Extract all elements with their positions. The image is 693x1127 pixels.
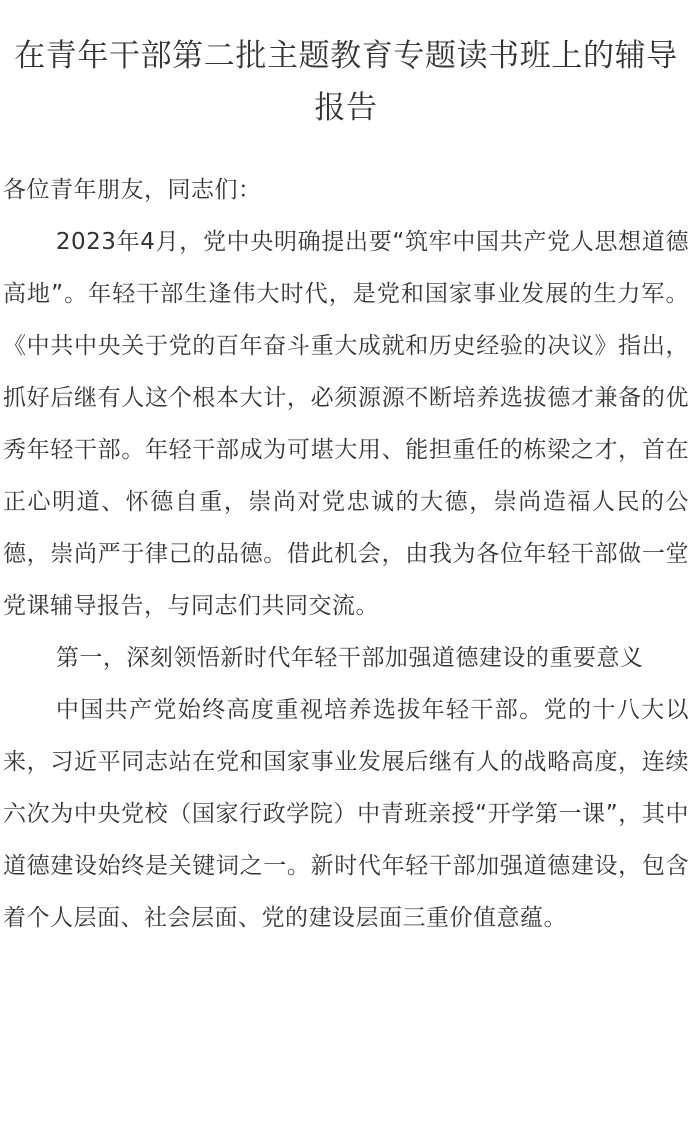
- article-title: 在青年干部第二批主题教育专题读书班上的辅导报告: [14, 38, 678, 126]
- section-heading-first: 第一，深刻领悟新时代年轻干部加强道德建设的重要意义: [55, 645, 644, 671]
- paragraph-first-section: 中国共产党始终高度重视培养选拔年轻干部。党的十八大以来，习近平同志站在党和国家事业发展后继有人的战略高度，连续六次为中央党校（国家行政学院）中青班亲授“开学第一课”，其中道德建设始终是关键词之一。新时代年轻干部加强道德建设，包含着个人层面、社会层面、党的建设层面三重价值意蕴。: [3, 697, 689, 931]
- paragraph-intro: 2023年4月，党中央明确提出要“筑牢中国共产党人思想道德高地”。年轻干部生逢伟大时代，是党和国家事业发展的生力军。《中共中央关于党的百年奋斗重大成就和历史经验的决议》指出，抓好后继有人这个根本大计，必须源源不断培养选拔德才兼备的优秀年轻干部。年轻干部成为可堪大用、能担重任的栋梁之才，首在正心明道、怀德自重，崇尚对党忠诚的大德，崇尚造福人民的公德，崇尚严于律己的品德。借此机会，由我为各位年轻干部做一堂党课辅导报告，与同志们共同交流。: [3, 229, 689, 619]
- article-page: [0, 30, 693, 1127]
- article-body: [3, 164, 689, 944]
- salutation: 各位青年朋友，同志们：: [3, 177, 262, 203]
